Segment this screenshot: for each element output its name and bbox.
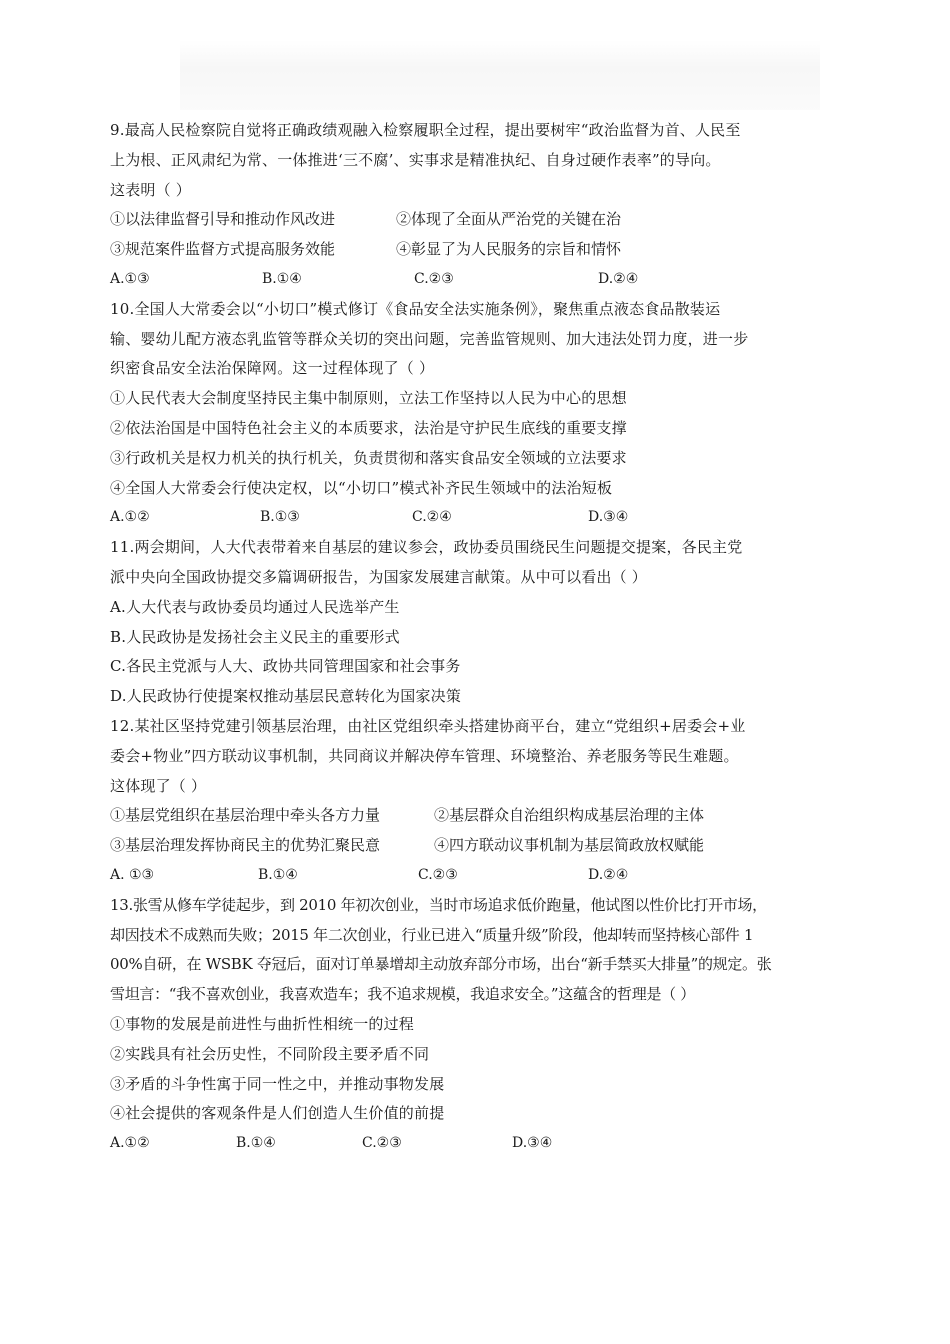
q9-stem-line: 这表明（ ） [110,180,191,199]
q12-item: ③基层治理发挥协商民主的优势汇聚民意 [110,836,381,855]
q13-option-b[interactable]: B.①④ [236,1135,276,1152]
q9-option-c[interactable]: C.②③ [414,270,454,287]
q12-option-d[interactable]: D.②④ [588,866,629,883]
q13-stem-line: 13.张雪从修车学徒起步，到 2010 年初次创业，当时市场追求低价跑量，他试图以性价比打开市场， [110,895,767,914]
q12-stem-line: 委会+物业”四方联动议事机制，共同商议并解决停车管理、环境整治、养老服务等民生难题。 [110,746,739,765]
question-12 [110,712,850,891]
q10-stem-line: 输、婴幼儿配方液态乳监管等群众关切的突出问题，完善监管规则、加大违法处罚力度，进一步 [110,329,749,348]
q9-options [110,265,850,295]
q13-option-a[interactable]: A.①② [110,1135,150,1152]
q13-options [110,1129,850,1159]
q10-item: ②依法治国是中国特色社会主义的本质要求，法治是守护民生底线的重要支撑 [110,418,627,437]
q12-stem-line: 这体现了（ ） [110,776,207,795]
q12-item: ①基层党组织在基层治理中牵头各方力量 [110,806,381,825]
q11-choice-d[interactable]: D.人民政协行使提案权推动基层民意转化为国家决策 [110,687,462,706]
q12-items-row [110,831,850,861]
q13-item: ④社会提供的客观条件是人们创造人生价值的前提 [110,1104,445,1123]
q10-stem-line: 10.全国人大常委会以“小切口”模式修订《食品安全法实施条例》，聚焦重点液态食品散装运 [110,299,721,318]
q10-option-b[interactable]: B.①③ [260,509,300,526]
question-9 [110,116,850,295]
q11-stem-line: 派中央向全国政协提交多篇调研报告，为国家发展建言献策。从中可以看出（ ） [110,567,647,586]
q13-stem-line: 雪坦言：“我不喜欢创业，我喜欢造车；我不追求规模，我追求安全。”这蕴含的哲理是（ ） [110,985,696,1004]
q12-stem-line: 12.某社区坚持党建引领基层治理，由社区党组织牵头搭建协商平台，建立“党组织+居委会+业 [110,716,746,735]
q9-items-row [110,205,850,235]
q10-option-a[interactable]: A.①② [110,509,150,526]
q11-choice-b[interactable]: B.人民政协是发扬社会主义民主的重要形式 [110,627,400,646]
q10-options [110,503,850,533]
q10-item: ③行政机关是权力机关的执行机关，负责贯彻和落实食品安全领域的立法要求 [110,448,627,467]
q13-option-d[interactable]: D.③④ [512,1135,553,1152]
q13-stem-line: 却因技术不成熟而失败；2015 年二次创业，行业已进入“质量升级”阶段，他却转而坚持核心部件 1 [110,925,754,944]
q10-item: ①人民代表大会制度坚持民主集中制原则，立法工作坚持以人民为中心的思想 [110,389,627,408]
q13-option-c[interactable]: C.②③ [362,1135,402,1152]
q12-option-a[interactable]: A. ①③ [110,866,155,883]
q9-option-a[interactable]: A.①③ [110,270,150,287]
q13-stem-line: 00%自研，在 WSBK 夺冠后，面对订单暴增却主动放弃部分市场，出台“新手禁买大排量”的规定。张 [110,955,772,974]
q9-stem-line: 上为根、正风肃纪为常、一体推进‘三不腐’、实事求是精准执纪、自身过硬作表率”的导向。 [110,150,721,169]
q9-item: ③规范案件监督方式提高服务效能 [110,240,336,259]
q10-item: ④全国人大常委会行使决定权，以“小切口”模式补齐民生领域中的法治短板 [110,478,613,497]
question-13 [110,891,850,1159]
q10-stem-line: 织密食品安全法治保障网。这一过程体现了（ ） [110,359,435,378]
header-smudge [180,40,820,110]
q9-stem-line: 9.最高人民检察院自觉将正确政绩观融入检察履职全过程，提出要树牢“政治监督为首、人民至 [110,121,741,139]
q12-items-row [110,801,850,831]
q9-items-row [110,235,850,265]
q13-item: ①事物的发展是前进性与曲折性相统一的过程 [110,1014,415,1033]
q9-option-d[interactable]: D.②④ [598,270,639,287]
q12-item: ④四方联动议事机制为基层简政放权赋能 [434,836,705,855]
q12-options [110,861,850,891]
q13-item: ③矛盾的斗争性寓于同一性之中，并推动事物发展 [110,1074,445,1093]
question-11 [110,533,850,712]
q11-choice-c[interactable]: C.各民主党派与人大、政协共同管理国家和社会事务 [110,657,461,676]
q9-option-b[interactable]: B.①④ [262,270,302,287]
q10-option-d[interactable]: D.③④ [588,509,629,526]
q13-item: ②实践具有社会历史性，不同阶段主要矛盾不同 [110,1044,430,1063]
question-list [110,116,850,1159]
q9-item: ②体现了全面从严治党的关键在治 [396,210,622,229]
q10-option-c[interactable]: C.②④ [412,509,452,526]
q11-choice-a[interactable]: A.人大代表与政协委员均通过人民选举产生 [110,597,400,616]
q12-item: ②基层群众自治组织构成基层治理的主体 [434,806,705,825]
q9-item: ①以法律监督引导和推动作风改进 [110,210,336,229]
q11-stem-line: 11.两会期间，人大代表带着来自基层的建议参会，政协委员围绕民生问题提交提案，各民主党 [110,538,743,557]
q12-option-c[interactable]: C.②③ [418,866,458,883]
q9-item: ④彰显了为人民服务的宗旨和情怀 [396,240,622,259]
question-10 [110,295,850,533]
q12-option-b[interactable]: B.①④ [258,866,298,883]
